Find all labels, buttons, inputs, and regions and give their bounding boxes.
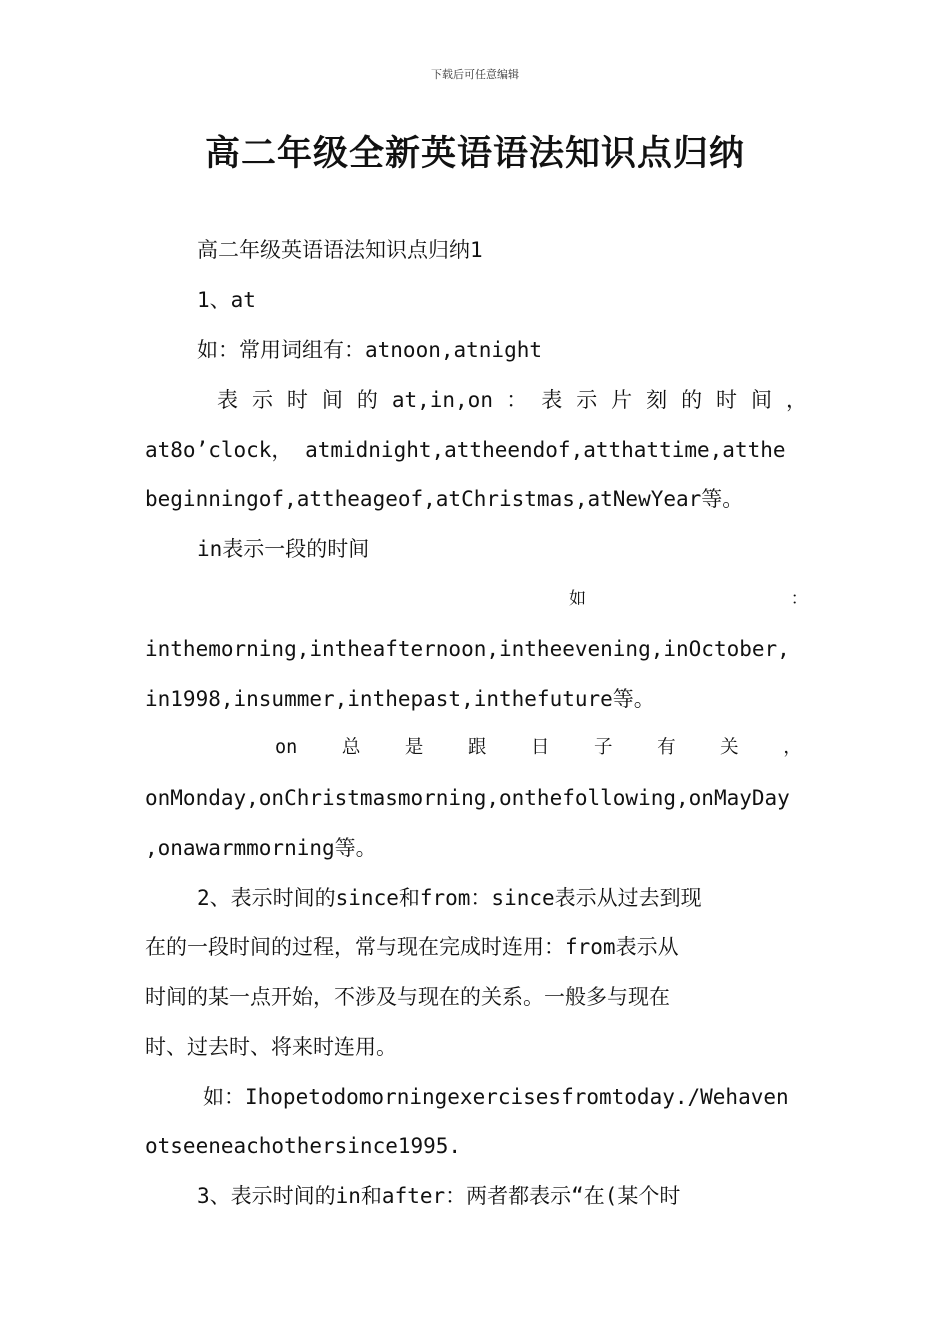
paragraph-line: otseeneachothersince1995. [145,1134,462,1158]
paragraph-line: 表 示 时 间 的 at,in,on ： 表 示 片 刻 的 时 间 ， [217,388,807,412]
document-title: 高二年级全新英语语法知识点归纳 [204,134,745,174]
paragraph-line: in表示一段的时间 [197,537,370,561]
item-heading-at: 1、at [197,288,256,312]
header-note: 下载后可任意编辑 [431,68,519,81]
section-heading: 高二年级英语语法知识点归纳1 [197,238,483,262]
paragraph-line: 3、表示时间的in和after：两者都表示“在(某个时 [197,1184,681,1208]
paragraph-line: 时、过去时、将来时连用。 [145,1035,397,1059]
paragraph-line: at8o’clock， atmidnight,attheendof,atthattime,atthe [145,438,786,462]
paragraph-line: 如：Ihopetodomorningexercisesfromtoday./Wehaven [203,1085,789,1109]
paragraph-line: onMonday,onChristmasmorning,onthefollowing,onMayDay [145,786,790,810]
paragraph-line: ,onawarmmorning等。 [145,836,377,860]
paragraph-line: 如 ： [569,589,808,609]
paragraph-line: 时间的某一点开始，不涉及与现在的关系。一般多与现在 [145,985,670,1009]
paragraph-line: 如：常用词组有：atnoon,atnight [197,338,543,362]
paragraph-line: 2、表示时间的since和from：since表示从过去到现 [197,886,702,910]
paragraph-line: inthemorning,intheafternoon,intheevening,inOctober, [145,637,790,661]
paragraph-line: in1998,insummer,inthepast,inthefuture等。 [145,687,655,711]
paragraph-line: on 总 是 跟 日 子 有 关 ， [275,737,802,758]
paragraph-line: beginningof,attheageof,atChristmas,atNewYear等。 [145,487,744,511]
paragraph-line: 在的一段时间的过程，常与现在完成时连用：from表示从 [145,935,679,959]
